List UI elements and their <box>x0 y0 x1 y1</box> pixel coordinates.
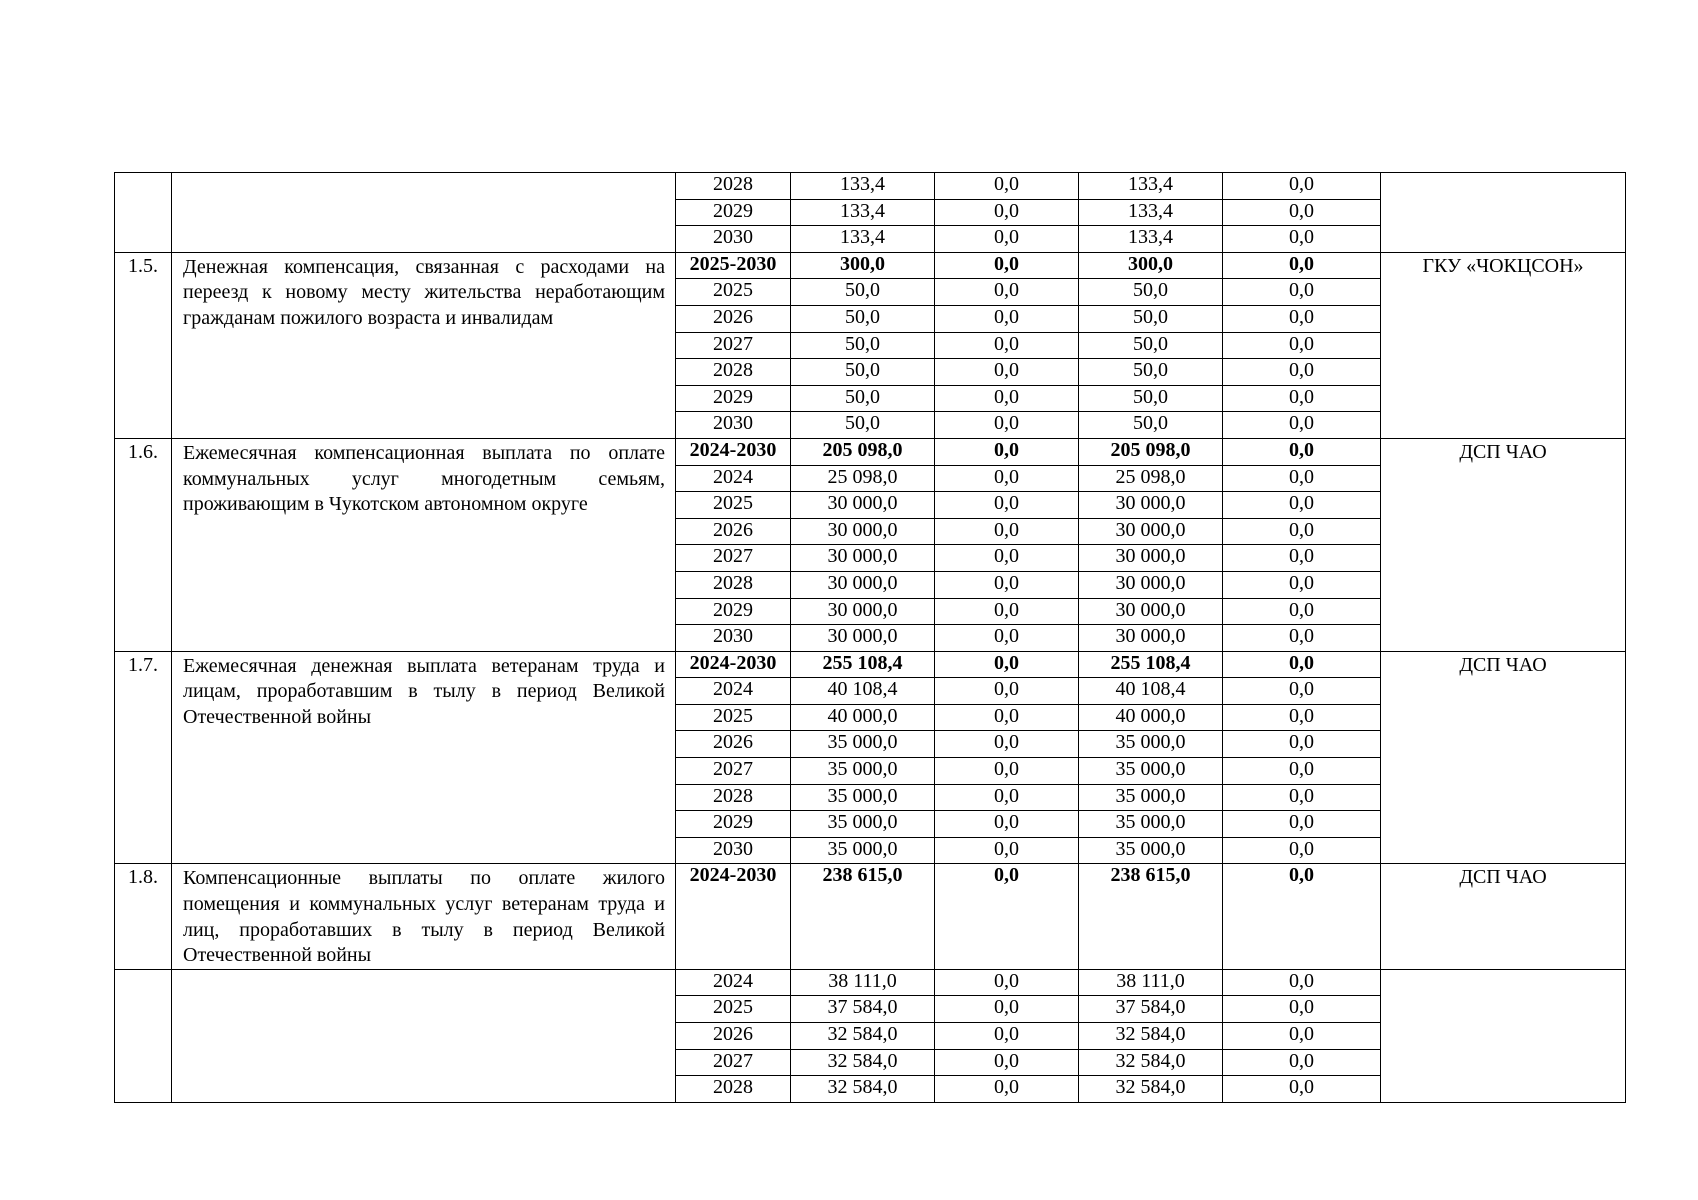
total-amount-cell: 32 584,0 <box>791 1076 935 1103</box>
responsible-executor-cell: ДСП ЧАО <box>1381 438 1626 651</box>
table-row <box>115 864 1626 969</box>
other-sources-cell: 0,0 <box>1223 598 1381 625</box>
period-cell: 2029 <box>676 811 791 838</box>
period-cell: 2028 <box>676 571 791 598</box>
other-sources-cell: 0,0 <box>1223 784 1381 811</box>
other-sources-cell: 0,0 <box>1223 438 1381 465</box>
other-sources-cell: 0,0 <box>1223 731 1381 758</box>
federal-budget-cell: 0,0 <box>935 996 1079 1023</box>
other-sources-cell: 0,0 <box>1223 704 1381 731</box>
federal-budget-cell: 0,0 <box>935 465 1079 492</box>
period-cell: 2027 <box>676 332 791 359</box>
regional-budget-cell: 32 584,0 <box>1079 1023 1223 1050</box>
regional-budget-cell: 50,0 <box>1079 332 1223 359</box>
other-sources-cell: 0,0 <box>1223 678 1381 705</box>
regional-budget-cell: 30 000,0 <box>1079 625 1223 652</box>
period-cell: 2026 <box>676 731 791 758</box>
regional-budget-cell: 25 098,0 <box>1079 465 1223 492</box>
item-description-cell: Денежная компенсация, связанная с расходами на переезд к новому месту жительства неработающим гражданам пожилого возраста и инвалидам <box>172 252 676 438</box>
federal-budget-cell: 0,0 <box>935 837 1079 864</box>
period-cell: 2030 <box>676 837 791 864</box>
other-sources-cell: 0,0 <box>1223 305 1381 332</box>
regional-budget-cell: 30 000,0 <box>1079 598 1223 625</box>
total-amount-cell: 40 000,0 <box>791 704 935 731</box>
total-amount-cell: 35 000,0 <box>791 811 935 838</box>
federal-budget-cell: 0,0 <box>935 305 1079 332</box>
item-number-cell: 1.7. <box>115 651 172 864</box>
period-cell: 2027 <box>676 758 791 785</box>
total-amount-cell: 50,0 <box>791 279 935 306</box>
federal-budget-cell: 0,0 <box>935 385 1079 412</box>
period-cell: 2028 <box>676 359 791 386</box>
table-row <box>115 252 1626 279</box>
other-sources-cell: 0,0 <box>1223 811 1381 838</box>
federal-budget-cell: 0,0 <box>935 1076 1079 1103</box>
regional-budget-cell: 50,0 <box>1079 279 1223 306</box>
total-amount-cell: 30 000,0 <box>791 545 935 572</box>
federal-budget-cell: 0,0 <box>935 969 1079 996</box>
federal-budget-cell: 0,0 <box>935 332 1079 359</box>
total-amount-cell: 300,0 <box>791 252 935 279</box>
total-amount-cell: 25 098,0 <box>791 465 935 492</box>
period-cell: 2024-2030 <box>676 438 791 465</box>
federal-budget-cell: 0,0 <box>935 492 1079 519</box>
total-amount-cell: 50,0 <box>791 305 935 332</box>
total-amount-cell: 133,4 <box>791 199 935 226</box>
other-sources-cell: 0,0 <box>1223 758 1381 785</box>
other-sources-cell: 0,0 <box>1223 385 1381 412</box>
regional-budget-cell: 50,0 <box>1079 385 1223 412</box>
regional-budget-cell: 32 584,0 <box>1079 1076 1223 1103</box>
table-row <box>115 651 1626 678</box>
total-amount-cell: 35 000,0 <box>791 837 935 864</box>
table-row <box>115 438 1626 465</box>
other-sources-cell: 0,0 <box>1223 1076 1381 1103</box>
regional-budget-cell: 133,4 <box>1079 199 1223 226</box>
other-sources-cell: 0,0 <box>1223 1023 1381 1050</box>
other-sources-cell: 0,0 <box>1223 996 1381 1023</box>
total-amount-cell: 50,0 <box>791 412 935 439</box>
federal-budget-cell: 0,0 <box>935 811 1079 838</box>
regional-budget-cell: 35 000,0 <box>1079 811 1223 838</box>
responsible-executor-cell: ДСП ЧАО <box>1381 651 1626 864</box>
total-amount-cell: 50,0 <box>791 385 935 412</box>
total-amount-cell: 133,4 <box>791 173 935 200</box>
period-cell: 2029 <box>676 199 791 226</box>
total-amount-cell: 38 111,0 <box>791 969 935 996</box>
item-number-cell <box>115 969 172 1102</box>
regional-budget-cell: 300,0 <box>1079 252 1223 279</box>
item-description-cell <box>172 969 676 1102</box>
total-amount-cell: 30 000,0 <box>791 492 935 519</box>
other-sources-cell: 0,0 <box>1223 199 1381 226</box>
period-cell: 2028 <box>676 1076 791 1103</box>
period-cell: 2025-2030 <box>676 252 791 279</box>
item-number-cell <box>115 173 172 253</box>
period-cell: 2024 <box>676 969 791 996</box>
regional-budget-cell: 30 000,0 <box>1079 545 1223 572</box>
regional-budget-cell: 35 000,0 <box>1079 784 1223 811</box>
item-description-cell: Компенсационные выплаты по оплате жилого помещения и коммунальных услуг ветеранам труда и лиц, проработавших в тылу в период Великой Отечественной войны <box>172 864 676 969</box>
period-cell: 2025 <box>676 704 791 731</box>
federal-budget-cell: 0,0 <box>935 173 1079 200</box>
other-sources-cell: 0,0 <box>1223 625 1381 652</box>
other-sources-cell: 0,0 <box>1223 1049 1381 1076</box>
period-cell: 2026 <box>676 518 791 545</box>
total-amount-cell: 30 000,0 <box>791 598 935 625</box>
regional-budget-cell: 32 584,0 <box>1079 1049 1223 1076</box>
period-cell: 2030 <box>676 625 791 652</box>
federal-budget-cell: 0,0 <box>935 1023 1079 1050</box>
total-amount-cell: 35 000,0 <box>791 784 935 811</box>
other-sources-cell: 0,0 <box>1223 864 1381 969</box>
period-cell: 2029 <box>676 598 791 625</box>
total-amount-cell: 32 584,0 <box>791 1049 935 1076</box>
item-description-cell <box>172 173 676 253</box>
total-amount-cell: 50,0 <box>791 359 935 386</box>
federal-budget-cell: 0,0 <box>935 784 1079 811</box>
period-cell: 2024 <box>676 465 791 492</box>
table-row <box>115 173 1626 200</box>
regional-budget-cell: 255 108,4 <box>1079 651 1223 678</box>
period-cell: 2026 <box>676 1023 791 1050</box>
other-sources-cell: 0,0 <box>1223 545 1381 572</box>
item-number-cell: 1.5. <box>115 252 172 438</box>
period-cell: 2025 <box>676 492 791 519</box>
federal-budget-cell: 0,0 <box>935 438 1079 465</box>
period-cell: 2024-2030 <box>676 651 791 678</box>
other-sources-cell: 0,0 <box>1223 359 1381 386</box>
table-row <box>115 969 1626 996</box>
total-amount-cell: 133,4 <box>791 226 935 253</box>
period-cell: 2029 <box>676 385 791 412</box>
other-sources-cell: 0,0 <box>1223 173 1381 200</box>
responsible-executor-cell <box>1381 969 1626 1102</box>
regional-budget-cell: 35 000,0 <box>1079 758 1223 785</box>
federal-budget-cell: 0,0 <box>935 571 1079 598</box>
other-sources-cell: 0,0 <box>1223 518 1381 545</box>
other-sources-cell: 0,0 <box>1223 279 1381 306</box>
period-cell: 2028 <box>676 173 791 200</box>
regional-budget-cell: 38 111,0 <box>1079 969 1223 996</box>
regional-budget-cell: 37 584,0 <box>1079 996 1223 1023</box>
federal-budget-cell: 0,0 <box>935 545 1079 572</box>
regional-budget-cell: 50,0 <box>1079 412 1223 439</box>
total-amount-cell: 32 584,0 <box>791 1023 935 1050</box>
total-amount-cell: 37 584,0 <box>791 996 935 1023</box>
regional-budget-cell: 30 000,0 <box>1079 518 1223 545</box>
total-amount-cell: 30 000,0 <box>791 625 935 652</box>
federal-budget-cell: 0,0 <box>935 625 1079 652</box>
period-cell: 2030 <box>676 226 791 253</box>
responsible-executor-cell: ДСП ЧАО <box>1381 864 1626 969</box>
federal-budget-cell: 0,0 <box>935 598 1079 625</box>
other-sources-cell: 0,0 <box>1223 412 1381 439</box>
federal-budget-cell: 0,0 <box>935 864 1079 969</box>
total-amount-cell: 40 108,4 <box>791 678 935 705</box>
period-cell: 2025 <box>676 279 791 306</box>
federal-budget-cell: 0,0 <box>935 199 1079 226</box>
total-amount-cell: 205 098,0 <box>791 438 935 465</box>
federal-budget-cell: 0,0 <box>935 279 1079 306</box>
responsible-executor-cell: ГКУ «ЧОКЦСОН» <box>1381 252 1626 438</box>
federal-budget-cell: 0,0 <box>935 1049 1079 1076</box>
period-cell: 2025 <box>676 996 791 1023</box>
federal-budget-cell: 0,0 <box>935 651 1079 678</box>
other-sources-cell: 0,0 <box>1223 969 1381 996</box>
federal-budget-cell: 0,0 <box>935 252 1079 279</box>
other-sources-cell: 0,0 <box>1223 651 1381 678</box>
regional-budget-cell: 30 000,0 <box>1079 571 1223 598</box>
other-sources-cell: 0,0 <box>1223 492 1381 519</box>
regional-budget-cell: 40 108,4 <box>1079 678 1223 705</box>
total-amount-cell: 50,0 <box>791 332 935 359</box>
other-sources-cell: 0,0 <box>1223 332 1381 359</box>
other-sources-cell: 0,0 <box>1223 252 1381 279</box>
period-cell: 2026 <box>676 305 791 332</box>
budget-table <box>114 172 1626 1103</box>
regional-budget-cell: 50,0 <box>1079 305 1223 332</box>
period-cell: 2028 <box>676 784 791 811</box>
total-amount-cell: 255 108,4 <box>791 651 935 678</box>
total-amount-cell: 30 000,0 <box>791 571 935 598</box>
item-number-cell: 1.8. <box>115 864 172 969</box>
federal-budget-cell: 0,0 <box>935 678 1079 705</box>
item-description-cell: Ежемесячная денежная выплата ветеранам труда и лицам, проработавшим в тылу в период Великой Отечественной войны <box>172 651 676 864</box>
other-sources-cell: 0,0 <box>1223 465 1381 492</box>
regional-budget-cell: 205 098,0 <box>1079 438 1223 465</box>
other-sources-cell: 0,0 <box>1223 226 1381 253</box>
item-description-cell: Ежемесячная компенсационная выплата по оплате коммунальных услуг многодетным семьям, проживающим в Чукотском автономном округе <box>172 438 676 651</box>
federal-budget-cell: 0,0 <box>935 412 1079 439</box>
federal-budget-cell: 0,0 <box>935 226 1079 253</box>
total-amount-cell: 238 615,0 <box>791 864 935 969</box>
item-number-cell: 1.6. <box>115 438 172 651</box>
regional-budget-cell: 35 000,0 <box>1079 837 1223 864</box>
federal-budget-cell: 0,0 <box>935 731 1079 758</box>
responsible-executor-cell <box>1381 173 1626 253</box>
period-cell: 2027 <box>676 545 791 572</box>
federal-budget-cell: 0,0 <box>935 518 1079 545</box>
regional-budget-cell: 133,4 <box>1079 226 1223 253</box>
other-sources-cell: 0,0 <box>1223 571 1381 598</box>
total-amount-cell: 35 000,0 <box>791 758 935 785</box>
regional-budget-cell: 133,4 <box>1079 173 1223 200</box>
regional-budget-cell: 50,0 <box>1079 359 1223 386</box>
total-amount-cell: 35 000,0 <box>791 731 935 758</box>
regional-budget-cell: 30 000,0 <box>1079 492 1223 519</box>
total-amount-cell: 30 000,0 <box>791 518 935 545</box>
regional-budget-cell: 35 000,0 <box>1079 731 1223 758</box>
federal-budget-cell: 0,0 <box>935 704 1079 731</box>
period-cell: 2030 <box>676 412 791 439</box>
federal-budget-cell: 0,0 <box>935 758 1079 785</box>
regional-budget-cell: 40 000,0 <box>1079 704 1223 731</box>
period-cell: 2024 <box>676 678 791 705</box>
budget-table-body <box>115 173 1626 1103</box>
federal-budget-cell: 0,0 <box>935 359 1079 386</box>
period-cell: 2024-2030 <box>676 864 791 969</box>
regional-budget-cell: 238 615,0 <box>1079 864 1223 969</box>
other-sources-cell: 0,0 <box>1223 837 1381 864</box>
period-cell: 2027 <box>676 1049 791 1076</box>
